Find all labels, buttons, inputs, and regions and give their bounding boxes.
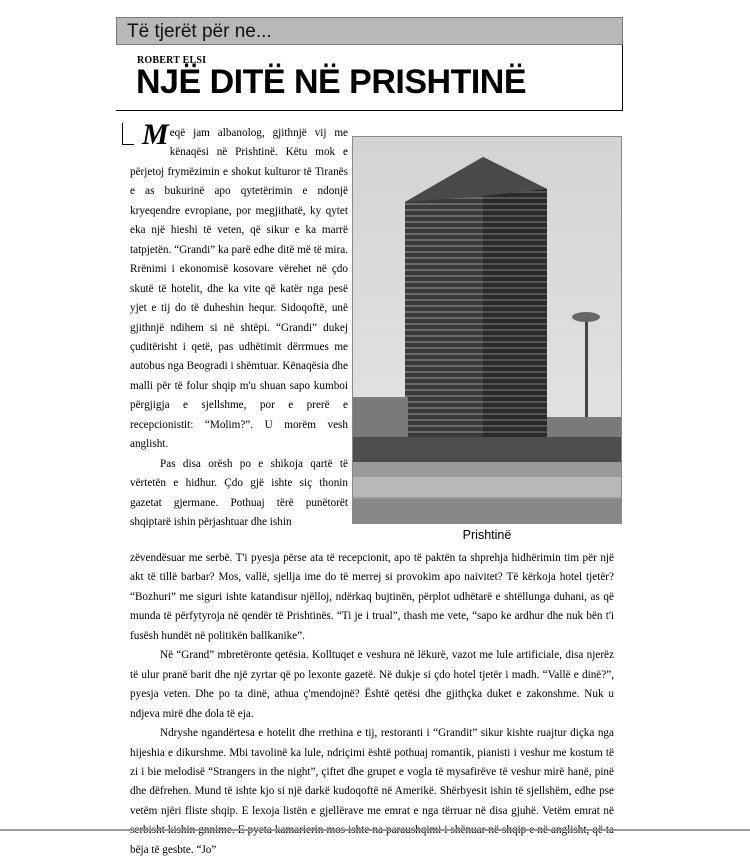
hotel-photo: [352, 136, 622, 524]
article-column-text: [130, 118, 348, 533]
photo-caption: Prishtinë: [462, 528, 512, 542]
paragraph-1-text: eqë jam albanolog, gjithnjë vij me kënaqësi në Prishtinë. Këtu mok e përjetoj frymëzimin e shokut kulturor të Tiranës e as bukurinë apo qytetërimin e ndonjë kryeqendre evropiane, por megjithatë, ky qytet eka një hieshi të veten, që sikur e ka marrë tatpjetën. “Grandi” ka parë edhe ditë më të mira. Rrënimi i ekonomisë kosovare vërehet në çdo skutë të hotelit, dhe ka vite që katër nga pesë yjet e tij do të duheshin hequr. Sidoqoftë, unë gjithnjë ndihem si në shtëpi. “Grandi” dukej çuditërisht i qetë, pas udhëtimit dërrmues me autobus nga Beogradi i shëmtuar. Kënaqësia dhe malli për të folur shqip m'u shuan sapo kumboi përgjigja e sjellshme, por e prerë e recepcionistit: “Molim?”. U morëm vesh anglisht.: [130, 127, 348, 451]
paragraph-4: Ndryshe ngandërtesa e hotelit dhe rrethina e tij, restoranti i “Grandit” sikur kishte ruajtur diçka nga hijeshia e dikurshme. Mbi tavolinë ka lule, ndriçimi është pothuaj romantik, pianisti i veshur me kostum të zi i bie melodisë “Strangers in the night”, çiftet dhe grupet e vogla të mysafirëve të veshur mirë hanë, pinë dhe dëfrehen. Mund të ishte kjo si një darkë kudoqoftë në Amerikë. Shërbyesit ishin të sjellshëm, edhe pse vetëm njëri fliste shqip. E lexoja listën e gjellërave me emrat e nga tërruar në disa gjuhë. Vetëm emrat në bëja të gesbte. “Jo”: [130, 727, 614, 856]
article-full-width-text: [130, 549, 614, 860]
paragraph-2: Pas disa orësh po e shikoja qartë të vërtetën e hidhur. Çdo gjë ishte siç thonin gazetat gjermane. Pothuaj tërë punëtorët shqiptarë ishin përjashtuar dhe ishin: [130, 457, 348, 529]
paragraph-2-continued: zëvendësuar me serbë. T'i pyesja përse ata të recepcionit, apo të paktën ta shprehja hidhërimin tim për një akt të tillë barbar? Mos, vallë, sjellja ime do të merrej si provokim apo naivitet? Të kërkoja hotel tjetër? “Bozhuri” me siguri ishte katandisur njëlloj, ndërkaq bujtinën, përplot udhëtarë e shtëllunga duhani, as që munda të përfytyroja në qendër të Prishtinës. “Ti je i trual”, thash me vete, “sapo ke ardhur dhe nuk bën t'i fusësh hundët në politikën ballkanike”.: [130, 552, 614, 642]
paragraph-1: [130, 118, 348, 455]
article-headline: NJË DITË NË PRISHTINË: [136, 63, 527, 101]
paragraph-3: Në “Grand” mbretëronte qetësia. Kolltuqet e veshura në lëkurë, vazot me lule artificiale, disa njerëz të ulur pranë barit dhe një zyrtar që po lexonte gazetë. Në dukje si çdo hotel tjetër i madh. “Vallë e dinë?”, pyesja veten. Dhe po ta dinë, athua ç'mendojnë? Është qetësi dhe gjithçka duket e zakonshme. Nuk u ndjeva mirë dhe dola të eja.: [130, 649, 614, 720]
section-title-bar: Të tjerët për ne...: [116, 17, 623, 45]
hotel-building-image: [353, 137, 622, 524]
lead-bracket-vertical: [122, 123, 123, 145]
drop-cap: M: [142, 118, 169, 151]
author-byline: ROBERT ELSI: [137, 55, 207, 66]
